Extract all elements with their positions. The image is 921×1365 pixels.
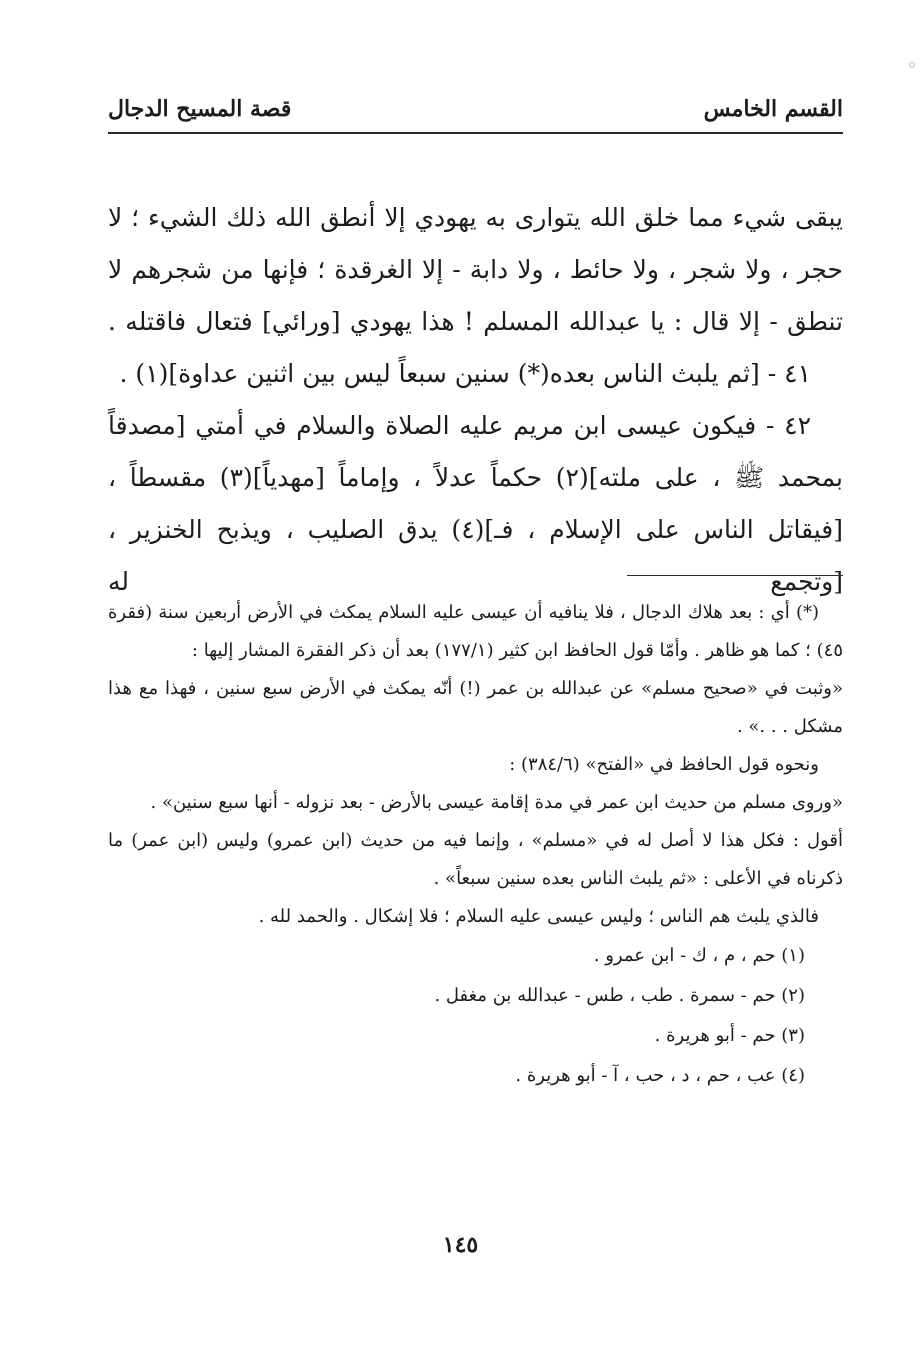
footnote-quote: «وروى مسلم من حديث ابن عمر في مدة إقامة عيسى بالأرض - بعد نزوله - أنها سبع سنين» . — [150, 792, 843, 813]
footnote-paragraph: فالذي يلبث هم الناس ؛ وليس عيسى عليه السلام ؛ فلا إشكال . والحمد لله . — [258, 906, 819, 927]
footnote-paragraph: أقول : فكل هذا لا أصل له في «مسلم» ، وإنما فيه من حديث (ابن عمرو) وليس (ابن عمر) ما ذكرناه في الأعلى : «ثم يلبث الناس بعده سنين سبعاً» . — [108, 830, 843, 889]
main-text — [108, 192, 843, 608]
footnote-paragraph: ونحوه قول الحافظ في «الفتح» (٣٨٤/٦) : — [509, 754, 819, 775]
footnotes — [108, 594, 843, 1096]
footnote-separator — [627, 575, 843, 576]
footnote-ref-1: (١) حم ، م ، ك - ابن عمرو . — [593, 945, 805, 966]
scan-mark — [909, 62, 915, 68]
book-title: قصة المسيح الدجال — [108, 96, 292, 122]
running-header — [108, 92, 843, 134]
footnote-ref-2: (٢) حم - سمرة . طب ، طس - عبدالله بن مغفل . — [434, 985, 805, 1006]
footnote-ref-4: (٤) عب ، حم ، د ، حب ، آ - أبو هريرة . — [515, 1065, 805, 1086]
page-number: ١٤٥ — [442, 1232, 479, 1258]
item-41: ٤١ - [ثم يلبث الناس بعده(*) سنين سبعاً ليس بين اثنين عداوة](١) . — [119, 359, 811, 388]
footnote-quote: «وثبت في «صحيح مسلم» عن عبدالله بن عمر (!) أنّه يمكث في الأرض سبع سنين ، فهذا مع هذا مشكل . . .» . — [108, 678, 843, 737]
item-42: ٤٢ - فيكون عيسى ابن مريم عليه الصلاة والسلام في أمتي [مصدقاً بمحمد ﷺ ، على ملته](٢) حكماً عدلاً ، وإماماً [مهدياً](٣) مقسطاً ، [فيقاتل الناس على الإسلام ، فـ](٤) يدق الصليب ، ويذبح الخنزير ، [وتجمع له — [108, 411, 843, 596]
section-title: القسم الخامس — [703, 96, 843, 122]
main-paragraph: يبقى شيء مما خلق الله يتوارى به يهودي إلا أنطق الله ذلك الشيء ؛ لا حجر ، ولا شجر ، ولا حائط ، ولا دابة - إلا الغرقدة ؛ فإنها من شجرهم لا تنطق - إلا قال : يا عبدالله المسلم ! هذا يهودي [ورائي] فتعال فاقتله . — [108, 203, 843, 336]
footnote-paragraph: (*) أي : بعد هلاك الدجال ، فلا ينافيه أن عيسى عليه السلام يمكث في الأرض أربعين سنة (فقرة ٤٥) ؛ كما هو ظاهر . وأمّا قول الحافظ ابن كثير (١٧٧/١) بعد أن ذكر الفقرة المشار إليها : — [108, 602, 843, 661]
footnote-ref-3: (٣) حم - أبو هريرة . — [654, 1025, 805, 1046]
footnote-references — [108, 936, 843, 1096]
